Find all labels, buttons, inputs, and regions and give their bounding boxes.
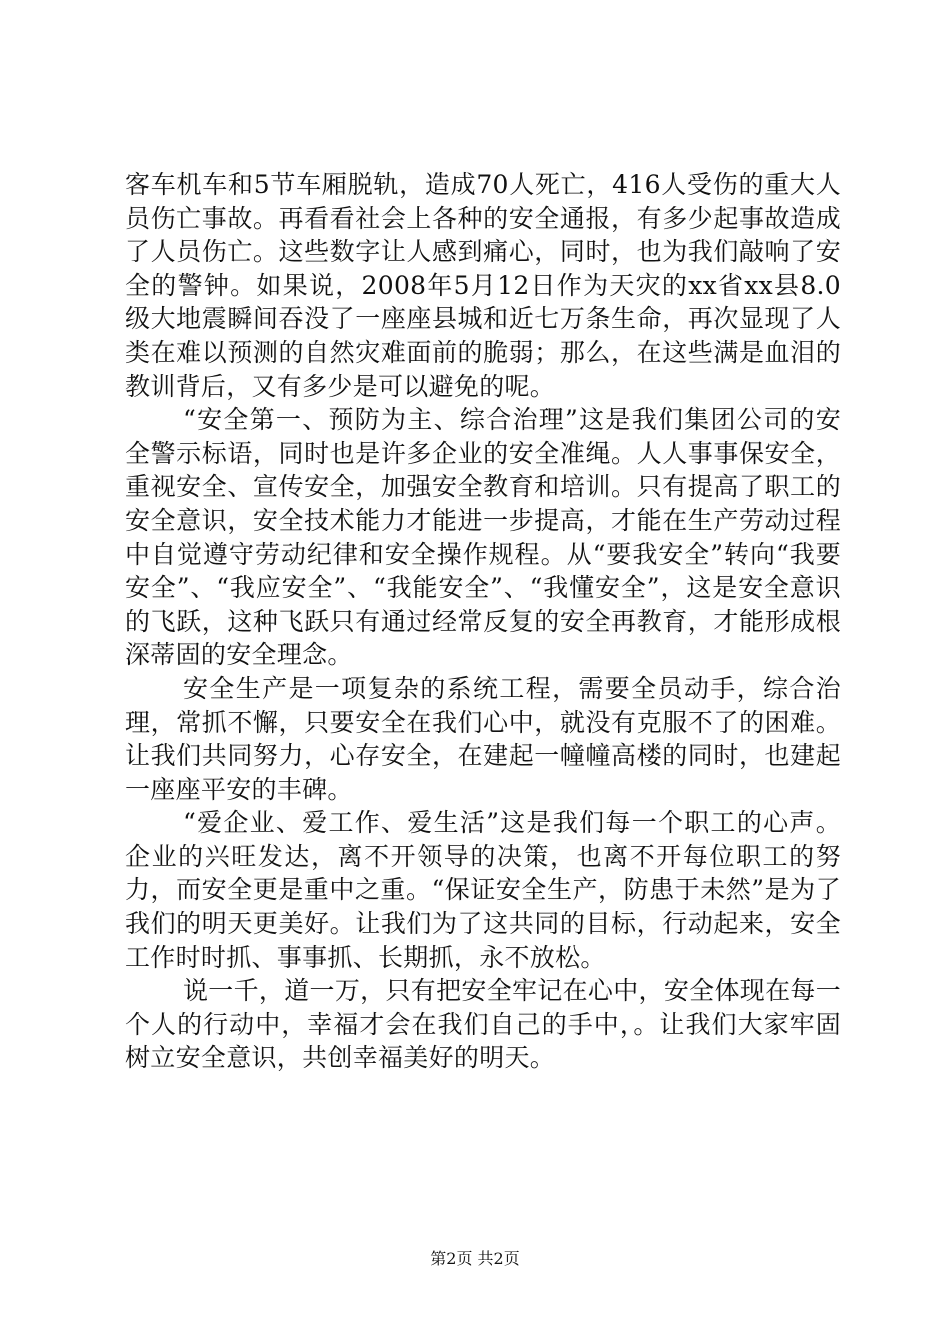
paragraph-4: “爱企业、爱工作、爱生活”这是我们每一个职工的心声。企业的兴旺发达，离不开领导的决策，也离不开每位职工的努力，而安全更是重中之重。“保证安全生产，防患于未然”是为了我们的明天更美好。让我们为了这共同的目标，行动起来，安全工作时时抓、事事抓、长期抓，永不放松。 bbox=[125, 808, 841, 972]
paragraph-2: “安全第一、预防为主、综合治理”这是我们集团公司的安全警示标语，同时也是许多企业的安全准绳。人人事事保安全，重视安全、宣传安全，加强安全教育和培训。只有提高了职工的安全意识，安全技术能力才能进一步提高，才能在生产劳动过程中自觉遵守劳动纪律和安全操作规程。从“要我安全”转向“我要安全”、“我应安全”、“我能安全”、“我懂安全”，这是安全意识的飞跃，这种飞跃只有通过经常反复的安全再教育，才能形成根深蒂固的安全理念。 bbox=[125, 405, 841, 670]
document-body bbox=[125, 168, 841, 1075]
paragraph-3: 安全生产是一项复杂的系统工程，需要全员动手，综合治理，常抓不懈，只要安全在我们心中，就没有克服不了的困难。让我们共同努力，心存安全，在建起一幢幢高楼的同时，也建起一座座平安的丰碑。 bbox=[125, 673, 841, 804]
page-number-footer: 第2页 共2页 bbox=[430, 1249, 520, 1268]
paragraph-5: 说一千，道一万，只有把安全牢记在心中，安全体现在每一个人的行动中，幸福才会在我们自己的手中，。让我们大家牢固树立安全意识，共创幸福美好的明天。 bbox=[125, 976, 841, 1073]
paragraph-1: 客车机车和5节车厢脱轨，造成70人死亡，416人受伤的重大人员伤亡事故。再看看社会上各种的安全通报，有多少起事故造成了人员伤亡。这些数字让人感到痛心，同时，也为我们敲响了安全的警钟。如果说，2008年5月12日作为天灾的xx省xx县8.0级大地震瞬间吞没了一座座县城和近七万条生命，再次显现了人类在难以预测的自然灾难面前的脆弱；那么，在这些满是血泪的教训背后，又有多少是可以避免的呢。 bbox=[125, 170, 841, 401]
